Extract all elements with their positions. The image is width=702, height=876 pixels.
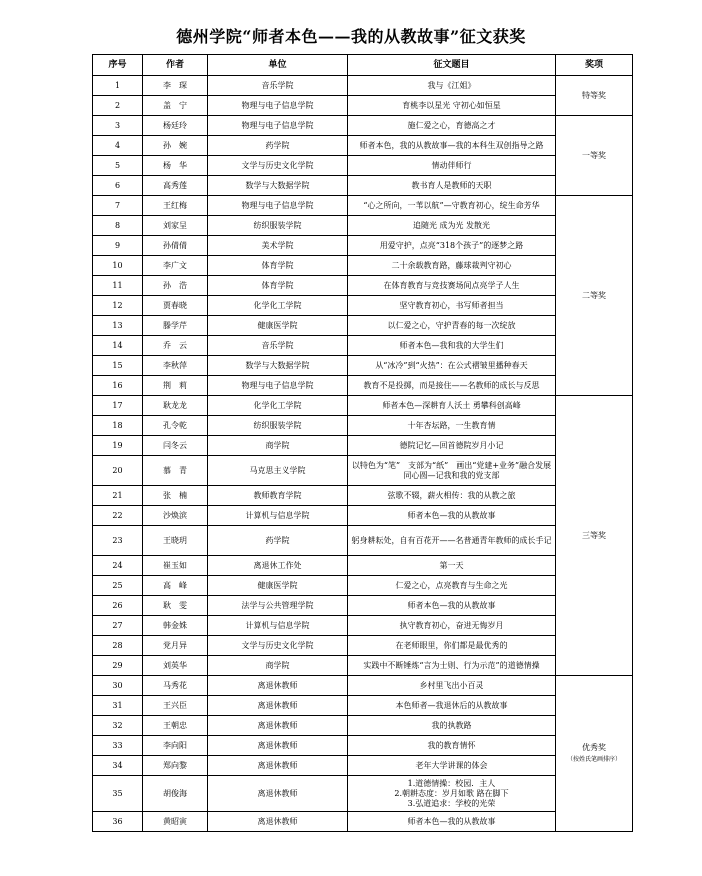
row-unit: 体育学院: [208, 276, 348, 296]
row-author: 刘家呈: [143, 216, 208, 236]
row-unit: 美术学院: [208, 236, 348, 256]
table-row: [93, 576, 633, 596]
row-unit: 物理与电子信息学院: [208, 376, 348, 396]
table-row: [93, 296, 633, 316]
row-essay-title: “心之所向，一苇以航”—守教育初心，绽生命芳华: [348, 196, 556, 216]
row-essay-title: 我与《江姐》: [348, 76, 556, 96]
header-unit: 单位: [208, 55, 348, 76]
row-unit: 药学院: [208, 526, 348, 556]
prize-first: [556, 116, 633, 196]
row-number: 12: [93, 296, 143, 316]
row-essay-title: 用爱守护，点亮“318个孩子”的逐梦之路: [348, 236, 556, 256]
row-essay-title: 老年大学讲课的体会: [348, 756, 556, 776]
header-no: 序号: [93, 55, 143, 76]
prize-label: 优秀奖: [582, 742, 606, 752]
table-row: [93, 676, 633, 696]
row-unit: 法学与公共管理学院: [208, 596, 348, 616]
prize-label: 二等奖: [582, 290, 606, 300]
row-unit: 健康医学院: [208, 316, 348, 336]
row-essay-title: 躬身耕耘处，自有百花开——名普通青年教师的成长手记: [348, 526, 556, 556]
table-row: [93, 316, 633, 336]
header-author: 作者: [143, 55, 208, 76]
row-essay-title: 坚守教育初心，书写师者担当: [348, 296, 556, 316]
row-number: 29: [93, 656, 143, 676]
row-number: 35: [93, 776, 143, 812]
row-author: 高 峰: [143, 576, 208, 596]
table-row: [93, 506, 633, 526]
row-essay-title: 我的执教路: [348, 716, 556, 736]
row-essay-title: 1.道德情操：校园．主人 2.朝耕态度：岁月如歌 路在脚下 3.弘道追求：学校的光荣: [348, 776, 556, 812]
row-author: 张 楠: [143, 486, 208, 506]
header-prize: 奖项: [556, 55, 633, 76]
row-number: 4: [93, 136, 143, 156]
row-essay-title: 师者本色—我的从教故事: [348, 812, 556, 832]
header-essay-title: 征文题目: [348, 55, 556, 76]
row-number: 30: [93, 676, 143, 696]
row-number: 1: [93, 76, 143, 96]
row-essay-title: 乡村里飞出小百灵: [348, 676, 556, 696]
row-author: 慕 青: [143, 456, 208, 486]
row-essay-title: 育桃李以星光 守初心如恒星: [348, 96, 556, 116]
row-author: 荆 莉: [143, 376, 208, 396]
row-essay-title: 教书育人是教师的天职: [348, 176, 556, 196]
row-number: 34: [93, 756, 143, 776]
row-author: 马秀花: [143, 676, 208, 696]
row-author: 王朝忠: [143, 716, 208, 736]
table-row: [93, 156, 633, 176]
row-number: 22: [93, 506, 143, 526]
row-number: 2: [93, 96, 143, 116]
row-essay-title: 德院记忆—回首德院岁月小记: [348, 436, 556, 456]
row-essay-title: 实践中不断锤炼“言为士则、行为示范”的道德情操: [348, 656, 556, 676]
row-author: 黄昭寅: [143, 812, 208, 832]
row-essay-title: 师者本色—我的从教故事: [348, 506, 556, 526]
row-essay-title: 本色师者—我退休后的从教故事: [348, 696, 556, 716]
table-row: [93, 96, 633, 116]
row-author: 孙 婉: [143, 136, 208, 156]
row-number: 13: [93, 316, 143, 336]
row-unit: 化学化工学院: [208, 296, 348, 316]
row-number: 14: [93, 336, 143, 356]
row-unit: 离退休教师: [208, 676, 348, 696]
row-number: 15: [93, 356, 143, 376]
row-unit: 健康医学院: [208, 576, 348, 596]
row-number: 25: [93, 576, 143, 596]
row-unit: 化学化工学院: [208, 396, 348, 416]
row-essay-title: 在体育教育与竞技赛场间点亮学子人生: [348, 276, 556, 296]
row-essay-title: 以特色为“笔” 支部为“纸” 画出“党建+业务”融合发展同心圆—记我和我的党支部: [348, 456, 556, 486]
row-number: 33: [93, 736, 143, 756]
row-author: 李向阳: [143, 736, 208, 756]
row-essay-title: 师者本色—我的从教故事: [348, 596, 556, 616]
row-number: 19: [93, 436, 143, 456]
row-essay-title: 从“冰冷”到“火热”：在公式褶皱里播种春天: [348, 356, 556, 376]
row-number: 23: [93, 526, 143, 556]
table-row: [93, 486, 633, 506]
row-essay-title: 师者本色—深耕育人沃土 勇攀科创高峰: [348, 396, 556, 416]
row-unit: 离退休教师: [208, 776, 348, 812]
table-row: [93, 616, 633, 636]
row-essay-title: 施仁爱之心，育德高之才: [348, 116, 556, 136]
row-essay-title: 我的教育情怀: [348, 736, 556, 756]
row-number: 21: [93, 486, 143, 506]
row-unit: 数学与大数据学院: [208, 356, 348, 376]
row-unit: 马克思主义学院: [208, 456, 348, 486]
row-unit: 离退休教师: [208, 696, 348, 716]
table-row: [93, 376, 633, 396]
row-number: 26: [93, 596, 143, 616]
table-row: [93, 276, 633, 296]
row-essay-title: 执守教育初心，奋进无悔岁月: [348, 616, 556, 636]
row-number: 7: [93, 196, 143, 216]
row-author: 耿 雯: [143, 596, 208, 616]
row-unit: 药学院: [208, 136, 348, 156]
row-author: 胡俊海: [143, 776, 208, 812]
row-unit: 离退休教师: [208, 716, 348, 736]
row-author: 党月异: [143, 636, 208, 656]
row-author: 高秀莲: [143, 176, 208, 196]
row-author: 杨廷玲: [143, 116, 208, 136]
row-number: 6: [93, 176, 143, 196]
table-row: [93, 596, 633, 616]
prize-note: （按姓氏笔画排序）: [566, 755, 621, 763]
row-number: 24: [93, 556, 143, 576]
row-author: 刘英华: [143, 656, 208, 676]
row-unit: 音乐学院: [208, 336, 348, 356]
row-author: 贾春晓: [143, 296, 208, 316]
row-number: 3: [93, 116, 143, 136]
row-unit: 离退休教师: [208, 812, 348, 832]
row-author: 韩金姝: [143, 616, 208, 636]
table-row: [93, 716, 633, 736]
row-unit: 教师教育学院: [208, 486, 348, 506]
row-unit: 数学与大数据学院: [208, 176, 348, 196]
row-unit: 物理与电子信息学院: [208, 116, 348, 136]
table-row: [93, 336, 633, 356]
row-number: 32: [93, 716, 143, 736]
table-row: [93, 736, 633, 756]
row-author: 王红梅: [143, 196, 208, 216]
row-unit: 纺织服装学院: [208, 416, 348, 436]
table-row: [93, 756, 633, 776]
row-author: 乔 云: [143, 336, 208, 356]
table-row: [93, 356, 633, 376]
row-author: 孙倩倩: [143, 236, 208, 256]
row-number: 11: [93, 276, 143, 296]
table-header-row: [93, 55, 633, 76]
row-author: 李 琛: [143, 76, 208, 96]
row-author: 孙 浩: [143, 276, 208, 296]
table-row: [93, 416, 633, 436]
row-unit: 离退休工作处: [208, 556, 348, 576]
table-row: [93, 436, 633, 456]
row-unit: 物理与电子信息学院: [208, 196, 348, 216]
table-row: [93, 76, 633, 96]
prize-label: 三等奖: [582, 530, 606, 540]
row-essay-title: 教育不是投掷，而是接住——名教师的成长与反思: [348, 376, 556, 396]
prize-label: 特等奖: [582, 90, 606, 100]
table-row: [93, 776, 633, 812]
row-unit: 文学与历史文化学院: [208, 156, 348, 176]
prize-third: [556, 396, 633, 676]
table-row: [93, 696, 633, 716]
prize-second: [556, 196, 633, 396]
row-author: 李秋萍: [143, 356, 208, 376]
table-row: [93, 656, 633, 676]
table-row: [93, 116, 633, 136]
row-author: 崔玉如: [143, 556, 208, 576]
award-table: [92, 54, 633, 832]
table-row: [93, 216, 633, 236]
row-number: 18: [93, 416, 143, 436]
row-author: 王兴臣: [143, 696, 208, 716]
table-row: [93, 176, 633, 196]
prize-excellent: [556, 676, 633, 832]
table-row: [93, 396, 633, 416]
row-number: 5: [93, 156, 143, 176]
row-number: 28: [93, 636, 143, 656]
row-author: 杨 华: [143, 156, 208, 176]
row-unit: 计算机与信息学院: [208, 506, 348, 526]
row-author: 王晓玥: [143, 526, 208, 556]
table-row: [93, 196, 633, 216]
row-essay-title: 师者本色，我的从教故事—我的本科生双创指导之路: [348, 136, 556, 156]
row-unit: 商学院: [208, 656, 348, 676]
row-unit: 物理与电子信息学院: [208, 96, 348, 116]
row-essay-title: 在老师眼里，你们都是最优秀的: [348, 636, 556, 656]
table-row: [93, 456, 633, 486]
table-row: [93, 812, 633, 832]
row-unit: 体育学院: [208, 256, 348, 276]
table-row: [93, 526, 633, 556]
row-essay-title: 二十余载教育路，藤球裁判守初心: [348, 256, 556, 276]
row-number: 20: [93, 456, 143, 486]
table-row: [93, 256, 633, 276]
row-number: 8: [93, 216, 143, 236]
row-number: 27: [93, 616, 143, 636]
row-author: 郑向黎: [143, 756, 208, 776]
row-number: 9: [93, 236, 143, 256]
row-unit: 离退休教师: [208, 736, 348, 756]
row-unit: 纺织服装学院: [208, 216, 348, 236]
row-essay-title: 弦歌不辍，薪火相传：我的从教之旅: [348, 486, 556, 506]
row-author: 沙焕滨: [143, 506, 208, 526]
document-title: 德州学院“师者本色——我的从教故事”征文获奖: [176, 27, 526, 46]
table-row: [93, 236, 633, 256]
row-number: 10: [93, 256, 143, 276]
row-author: 耿龙龙: [143, 396, 208, 416]
row-number: 16: [93, 376, 143, 396]
table-row: [93, 636, 633, 656]
row-unit: 音乐学院: [208, 76, 348, 96]
row-number: 36: [93, 812, 143, 832]
row-essay-title: 追随光 成为光 发散光: [348, 216, 556, 236]
table-row: [93, 136, 633, 156]
row-unit: 计算机与信息学院: [208, 616, 348, 636]
row-author: 滕学芹: [143, 316, 208, 336]
row-number: 17: [93, 396, 143, 416]
row-author: 盖 宁: [143, 96, 208, 116]
row-author: 李广文: [143, 256, 208, 276]
row-essay-title: 十年杏坛路，一生教育情: [348, 416, 556, 436]
row-unit: 离退休教师: [208, 756, 348, 776]
row-essay-title: 情动伴师行: [348, 156, 556, 176]
row-author: 闫冬云: [143, 436, 208, 456]
row-essay-title: 仁爱之心，点亮教育与生命之光: [348, 576, 556, 596]
row-essay-title: 师者本色—我和我的大学生们: [348, 336, 556, 356]
row-author: 孔令乾: [143, 416, 208, 436]
table-row: [93, 556, 633, 576]
prize-label: 一等奖: [582, 150, 606, 160]
row-unit: 商学院: [208, 436, 348, 456]
prize-special: [556, 76, 633, 116]
row-essay-title: 第一天: [348, 556, 556, 576]
row-unit: 文学与历史文化学院: [208, 636, 348, 656]
row-essay-title: 以仁爱之心，守护青春的每一次绽放: [348, 316, 556, 336]
row-number: 31: [93, 696, 143, 716]
